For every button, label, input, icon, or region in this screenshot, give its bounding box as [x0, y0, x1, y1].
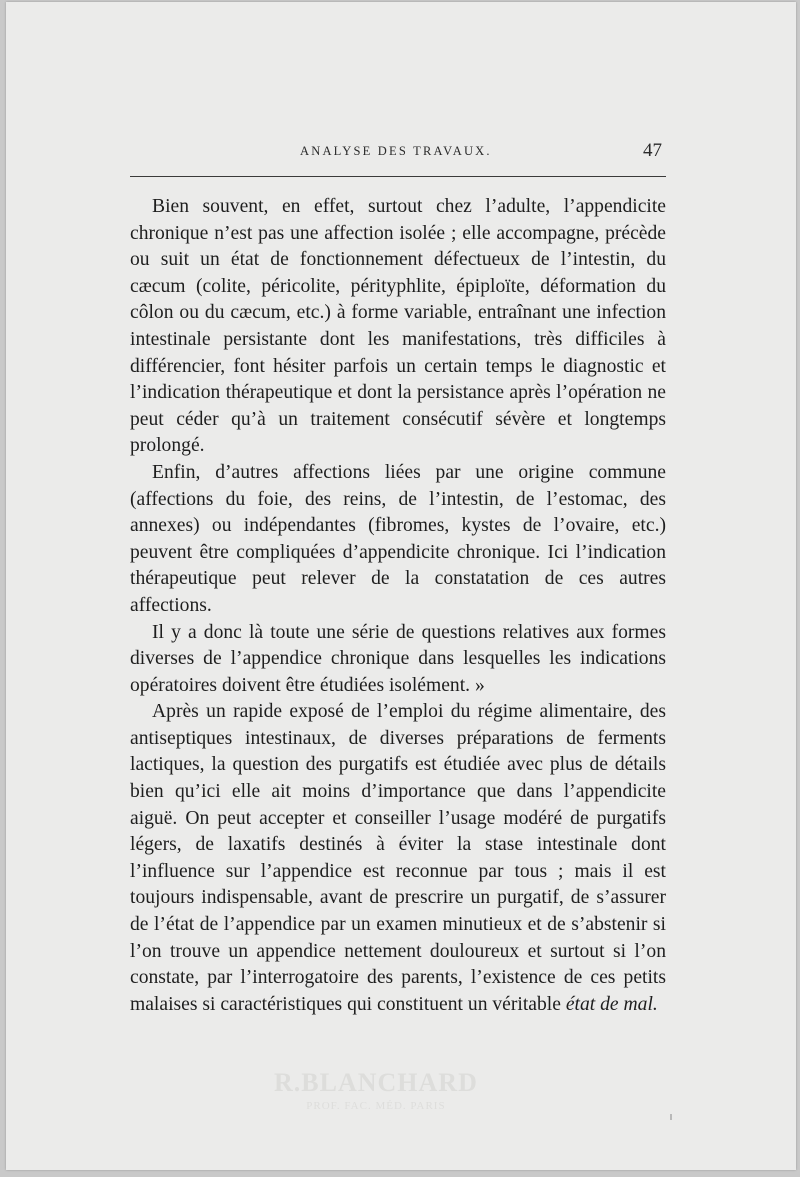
book-page	[6, 2, 796, 1170]
paragraph-4-text: Après un rapide exposé de l’emploi du régime alimentaire, des antiseptiques intestinaux, de diverses préparations de ferments lactiques, la question des purgatifs est étudiée avec plus de détails bien qu’ici elle ait moins d’importance que dans l’appendicite aiguë. On peut accepter et conseiller l’usage modéré de purgatifs légers, de laxatifs destinés à éviter la stase intestinale dont l’influence sur l’appendice est reconnue par tous ; mais il est toujours indispensable, avant de prescrire un purgatif, de s’assurer de l’état de l’appendice par un examen minutieux et de s’abstenir si l’on trouve un appendice nettement douloureux et surtout si l’on constate, par l’interrogatoire des parents, l’existence de ces petits malaises si caractéristiques qui constituent un véritable	[130, 701, 666, 1015]
library-stamp	[274, 1068, 478, 1112]
header-rule	[130, 176, 666, 177]
page-header	[130, 140, 666, 164]
stamp-line-2: PROF. FAC. MÉD. PARIS	[306, 1100, 446, 1112]
paragraph-1: Bien souvent, en effet, surtout chez l’adulte, l’appendicite chronique n’est pas une affection isolée ; elle accompagne, précède ou suit un état de fonctionnement défectueux de l’intestin, du cæcum (colite, péricolite, pérityphlite, épiploïte, déformation du côlon ou du cæcum, etc.) à forme variable, entraînant une infection intestinale persistante dont les manifestations, très difficiles à différencier, font hésiter parfois un certain temps le diagnostic et l’indication thérapeutique et dont la persistance après l’opération ne peut céder qu’à un traitement consécutif sévère et longtemps prolongé.	[130, 196, 666, 457]
running-title: ANALYSE DES TRAVAUX.	[300, 144, 492, 158]
body-text	[130, 194, 666, 1018]
paragraph-4	[130, 699, 666, 1018]
paragraph-4-italic: état de mal.	[565, 993, 658, 1015]
stamp-line-1: R.BLANCHARD	[274, 1068, 478, 1097]
paper-speck	[670, 1114, 672, 1120]
paragraph-3: Il y a donc là toute une série de questions relatives aux formes diverses de l’appendice chronique dans lesquelles les indications opératoires doivent être étudiées isolément. »	[130, 621, 666, 696]
paragraph-2: Enfin, d’autres affections liées par une origine commune (affections du foie, des reins, de l’intestin, de l’estomac, des annexes) ou indépendantes (fibromes, kystes de l’ovaire, etc.) peuvent être compliquées d’appendicite chronique. Ici l’indication thérapeutique peut relever de la constatation de ces autres affections.	[130, 461, 666, 616]
page-number: 47	[643, 140, 662, 161]
